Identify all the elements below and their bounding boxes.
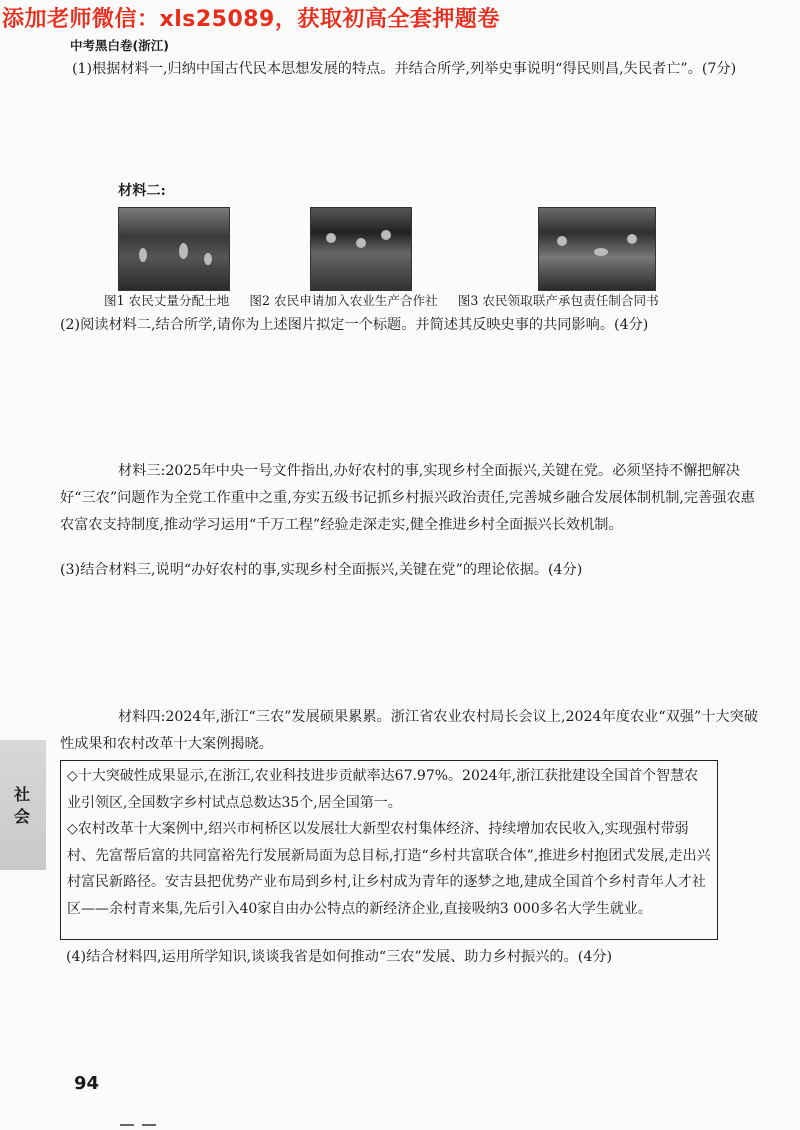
- question-1: (1)根据材料一,归纳中国古代民本思想发展的特点。并结合所学,列举史事说明“得民则昌,失民者亡”。(7分): [72, 61, 737, 77]
- caption-figure-2: 图2 农民申请加入农业生产合作社: [249, 293, 438, 308]
- caption-figure-3: 图3 农民领取联产承包责任制合同书: [457, 293, 659, 308]
- photo-cooperative-application: [310, 207, 412, 291]
- subject-tab: [0, 740, 46, 870]
- box-paragraph-2: ◇农村改革十大案例中,绍兴市柯桥区以发展壮大新型农村集体经济、持续增加农民收入,实现强村带弱村、先富帮后富的共同富裕先行发展新局面为总目标,打造“乡村共富联合体”,推进乡村抱团式发展,走出兴村富民新路径。安吉县把优势产业布局到乡村,让乡村成为青年的逐梦之地,建成全国首个乡村青年人才社区——余村青来集,先后引入40家自由办公特点的新经济企业,直接吸纳3 000多名大学生就业。: [67, 821, 711, 917]
- promo-banner: 添加老师微信：xls25089，获取初高全套押题卷: [2, 7, 500, 32]
- photo-land-distribution: [118, 207, 230, 291]
- subject-char-2: 会: [14, 807, 31, 826]
- footer-mark: [142, 1124, 156, 1126]
- material-4: 材料四:2024年,浙江“三农”发展硕果累累。浙江省农业农村局长会议上,2024年度农业“双强”十大突破性成果和农村改革十大案例揭晓。: [60, 709, 758, 752]
- question-4: (4)结合材料四,运用所学知识,谈谈我省是如何推动“三农”发展、助力乡村振兴的。(4分): [66, 949, 613, 965]
- material-3: 材料三:2025年中央一号文件指出,办好农村的事,实现乡村全面振兴,关键在党。必须坚持不懈把解决好“三农”问题作为全党工作重中之重,夯实五级书记抓乡村振兴政治责任,完善城乡融合发展体制机制,完善强农惠农富农支持制度,推动学习运用“千万工程”经验走深走实,健全推进乡村全面振兴长效机制。: [60, 463, 755, 533]
- material-2-label: 材料二:: [118, 183, 166, 199]
- series-title: 中考黑白卷(浙江): [70, 38, 169, 53]
- question-2: (2)阅读材料二,结合所学,请你为上述图片拟定一个标题。并简述其反映史事的共同影响。(4分): [60, 317, 649, 333]
- caption-figure-1: 图1 农民丈量分配土地: [104, 293, 230, 308]
- footer-mark: [120, 1124, 134, 1126]
- box-paragraph-1: ◇十大突破性成果显示,在浙江,农业科技进步贡献率达67.97%。2024年,浙江获批建设全国首个智慧农业引领区,全国数字乡村试点总数达35个,居全国第一。: [67, 768, 699, 811]
- subject-char-1: 社: [14, 785, 31, 804]
- material-4-box: [60, 760, 718, 940]
- page-number: 94: [74, 1073, 100, 1094]
- question-3: (3)结合材料三,说明“办好农村的事,实现乡村全面振兴,关键在党”的理论依据。(4分): [60, 562, 583, 578]
- photo-contract-receipt: [538, 207, 656, 291]
- figure-captions: [104, 290, 675, 309]
